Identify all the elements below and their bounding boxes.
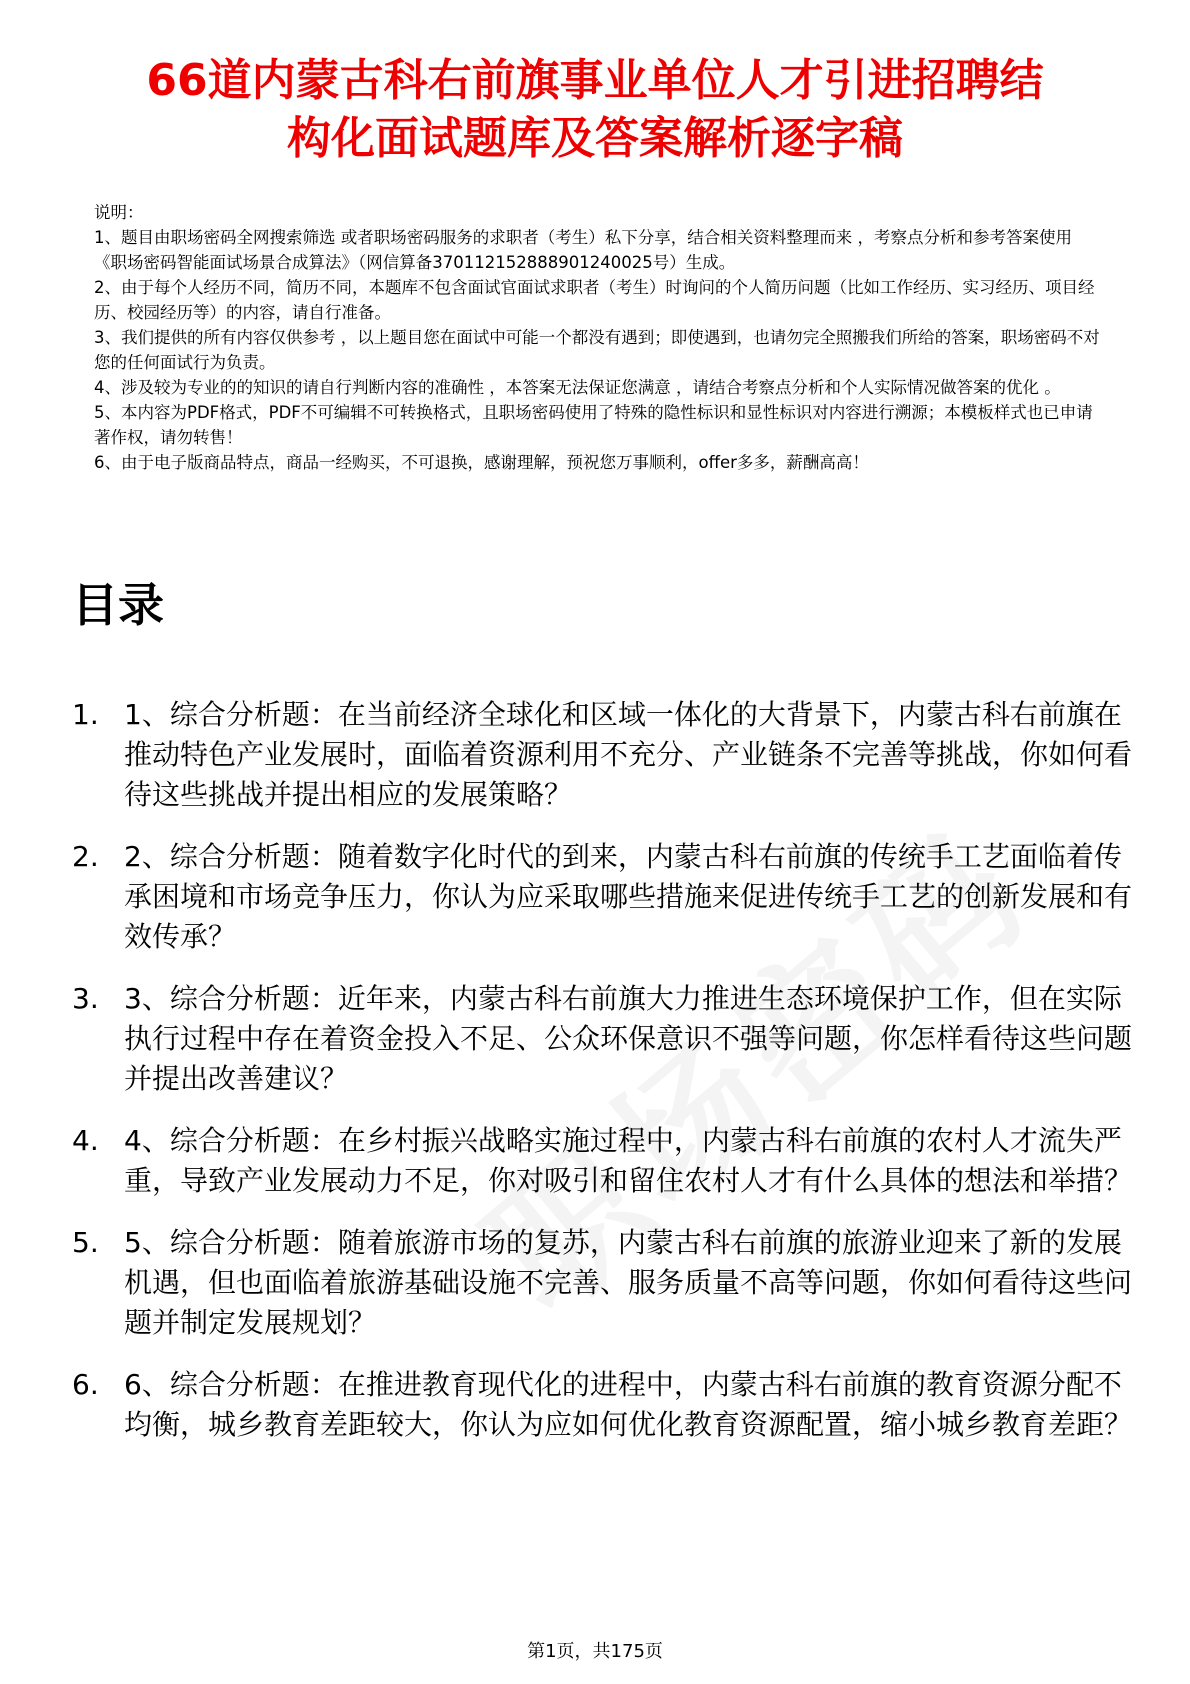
note-item: 5、本内容为PDF格式，PDF不可编辑不可转换格式，且职场密码使用了特殊的隐性标识和显性标识对内容进行溯源；本模板样式也已申请著作权，请勿转售！ (94, 403, 1093, 447)
note-item: 2、由于每个人经历不同，简历不同，本题库不包含面试官面试求职者（考生）时询问的个人简历问题（比如工作经历、实习经历、项目经历、校园经历等）的内容，请自行准备。 (94, 278, 1095, 322)
toc-item-text: 5、综合分析题：随着旅游市场的复苏，内蒙古科右前旗的旅游业迎来了新的发展机遇，但也面临着旅游基础设施不完善、服务质量不高等问题，你如何看待这些问题并制定发展规划？ (124, 1226, 1133, 1339)
table-of-contents (72, 695, 1132, 1467)
toc-item-2[interactable] (72, 837, 1132, 957)
toc-item-number: 3. (72, 982, 99, 1015)
note-item: 6、由于电子版商品特点，商品一经购买，不可退换，感谢理解，预祝您万事顺利，offer多多，薪酬高高！ (94, 453, 869, 472)
document-title (60, 52, 1130, 168)
note-item: 4、涉及较为专业的的知识的请自行判断内容的准确性 ，本答案无法保证您满意 ，请结合考察点分析和个人实际情况做答案的优化 。 (94, 378, 1061, 397)
toc-item-text: 4、综合分析题：在乡村振兴战略实施过程中，内蒙古科右前旗的农村人才流失严重，导致产业发展动力不足，你对吸引和留住农村人才有什么具体的想法和举措？ (124, 1124, 1133, 1197)
note-item: 3、我们提供的所有内容仅供参考 ，以上题目您在面试中可能一个都没有遇到；即使遇到，也请勿完全照搬我们所给的答案，职场密码不对您的任何面试行为负责。 (94, 328, 1100, 372)
title-line-1: 66道内蒙古科右前旗事业单位人才引进招聘结 (146, 55, 1044, 106)
toc-heading: 目录 (72, 578, 164, 632)
toc-item-number: 2. (72, 840, 99, 873)
toc-item-5[interactable] (72, 1223, 1132, 1343)
toc-item-number: 6. (72, 1368, 99, 1401)
note-item: 1、题目由职场密码全网搜索筛选 或者职场密码服务的求职者（考生）私下分享，结合相关资料整理而来 ，考察点分析和参考答案使用《职场密码智能面试场景合成算法》（网信算备370112152888901240025号）生成。 (94, 228, 1072, 272)
notes-section (94, 200, 1104, 475)
toc-item-number: 1. (72, 698, 99, 731)
toc-item-text: 1、综合分析题：在当前经济全球化和区域一体化的大背景下，内蒙古科右前旗在推动特色产业发展时，面临着资源利用不充分、产业链条不完善等挑战，你如何看待这些挑战并提出相应的发展策略？ (124, 698, 1133, 811)
toc-item-1[interactable] (72, 695, 1132, 815)
toc-item-3[interactable] (72, 979, 1132, 1099)
toc-item-number: 4. (72, 1124, 99, 1157)
toc-item-text: 2、综合分析题：随着数字化时代的到来，内蒙古科右前旗的传统手工艺面临着传承困境和市场竞争压力，你认为应采取哪些措施来促进传统手工艺的创新发展和有效传承？ (124, 840, 1133, 953)
notes-heading: 说明： (94, 203, 144, 222)
title-line-2: 构化面试题库及答案解析逐字稿 (287, 113, 903, 164)
toc-item-number: 5. (72, 1226, 99, 1259)
toc-item-text: 6、综合分析题：在推进教育现代化的进程中，内蒙古科右前旗的教育资源分配不均衡，城乡教育差距较大，你认为应如何优化教育资源配置，缩小城乡教育差距？ (124, 1368, 1133, 1441)
page-footer: 第1页，共175页 (527, 1641, 663, 1662)
toc-item-text: 3、综合分析题：近年来，内蒙古科右前旗大力推进生态环境保护工作，但在实际执行过程中存在着资金投入不足、公众环保意识不强等问题，你怎样看待这些问题并提出改善建议？ (124, 982, 1133, 1095)
toc-item-6[interactable] (72, 1365, 1132, 1445)
toc-item-4[interactable] (72, 1121, 1132, 1201)
